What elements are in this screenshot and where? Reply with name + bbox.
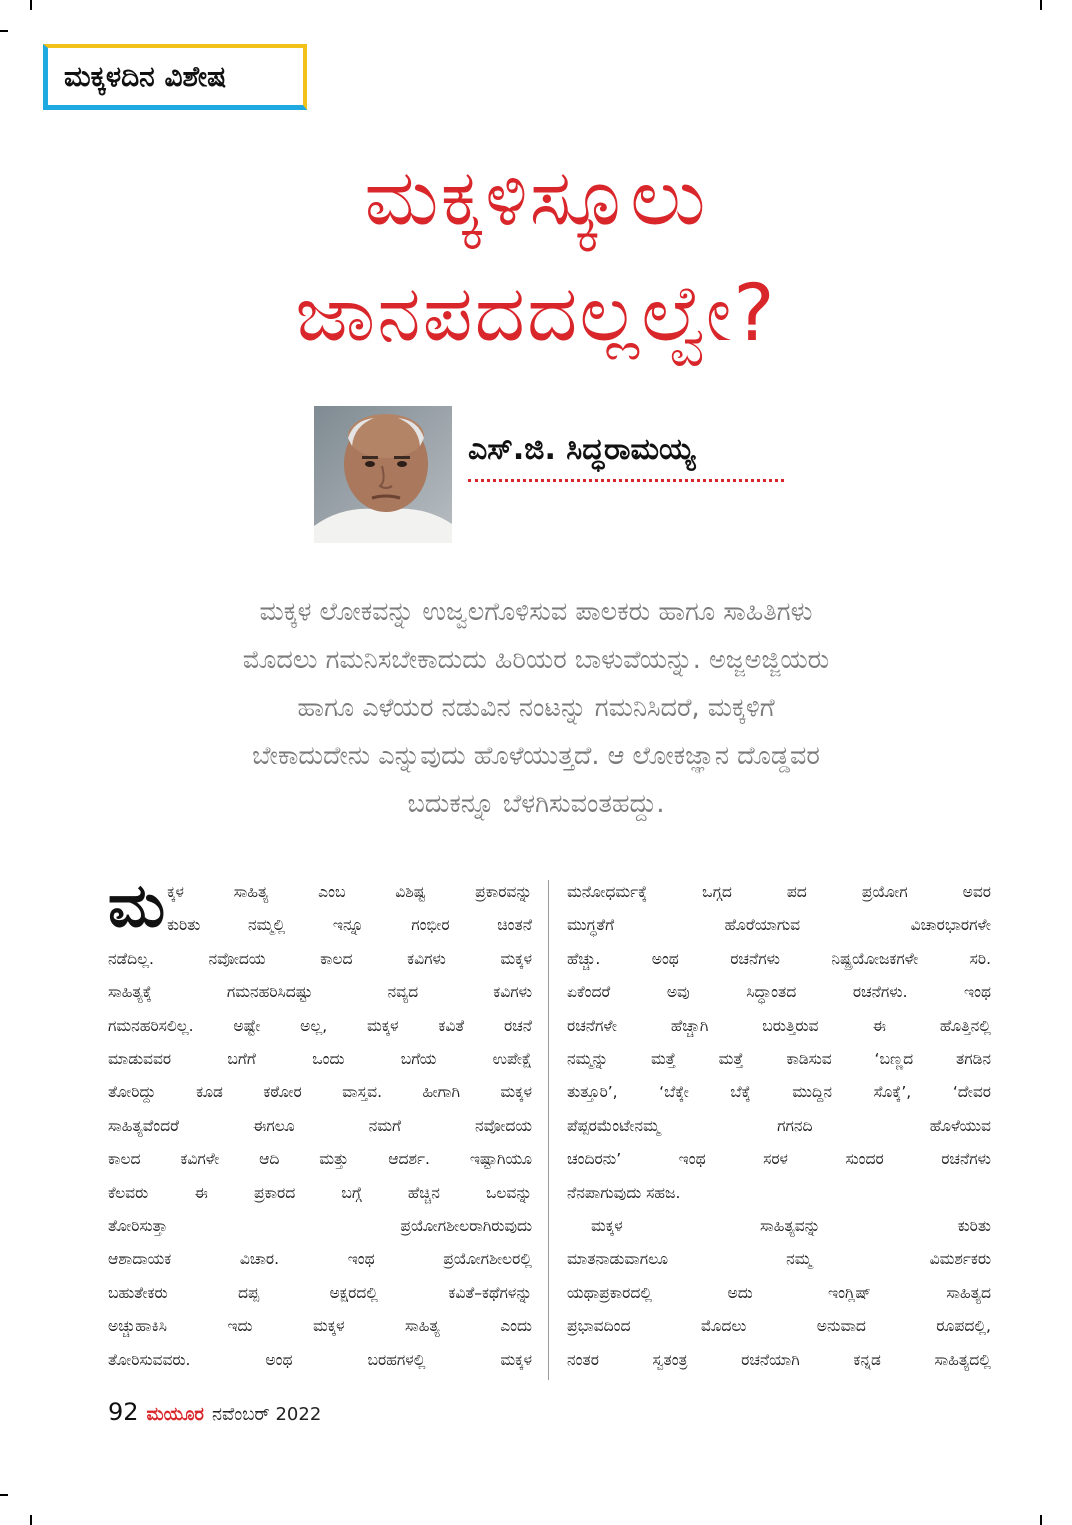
crop-mark-top-right: [1040, 0, 1042, 10]
headline-line-1: ಮಕ್ಕಳಿಸ್ಕೂಲು: [364, 153, 708, 243]
intro-line: ಬದುಕನ್ನೂ ಬೆಳಗಿಸುವಂತಹದ್ದು.: [407, 789, 665, 819]
intro-line: ಮಕ್ಕಳ ಲೋಕವನ್ನು ಉಜ್ವಲಗೊಳಿಸುವ ಪಾಲಕರು ಹಾಗೂ ಸಾಹಿತಿಗಳು: [259, 597, 813, 627]
body-column-left: [108, 871, 532, 1377]
author-portrait-image: [314, 406, 452, 543]
section-tag: [43, 44, 307, 110]
author-photo: [314, 406, 452, 543]
body-line: ಪ್ರಭಾವದಿಂದ ಮೊದಲು ಅನುವಾದ ರೂಪದಲ್ಲಿ,: [567, 1317, 991, 1336]
body-line: ತುತ್ತೂರಿ’, ‘ಬೆಕ್ಕೇ ಬೆಕ್ಕೆ ಮುದ್ದಿನ ಸೊಕ್ಕೆ’, ‘ದೇವರ: [567, 1083, 991, 1102]
body-line: ನಂತರ ಸ್ವತಂತ್ರ ರಚನೆಯಾಗಿ ಕನ್ನಡ ಸಾಹಿತ್ಯದಲ್ಲಿ: [567, 1350, 991, 1369]
body-line: ಕೆಲವರು ಈ ಪ್ರಕಾರದ ಬಗ್ಗೆ ಹೆಚ್ಚಿನ ಒಲವನ್ನು: [108, 1183, 532, 1202]
body-line: ಕಾಲದ ಕವಿಗಳೇ ಆದಿ ಮತ್ತು ಆದರ್ಶ. ಇಷ್ಟಾಗಿಯೂ: [108, 1150, 532, 1169]
body-line: ಏಕೆಂದರೆ ಅವು ಸಿದ್ಧಾಂತದ ರಚನೆಗಳು. ಇಂಥ: [567, 983, 991, 1002]
intro-blurb: [100, 588, 972, 828]
magazine-logo: ಮಯೂರ: [146, 1404, 204, 1425]
body-line: ನಡೆದಿಲ್ಲ. ನವೋದಯ ಕಾಲದ ಕವಿಗಳು ಮಕ್ಕಳ: [108, 949, 532, 968]
drop-cap: ಮ: [108, 871, 166, 941]
body-line: ಸಾಹಿತ್ಯಕ್ಕೆ ಗಮನಹರಿಸಿದಷ್ಟು ನವ್ಯದ ಕವಿಗಳು: [108, 983, 532, 1002]
crop-mark-top-left: [30, 0, 32, 10]
body-line: ಆಶಾದಾಯಕ ವಿಚಾರ. ಇಂಥ ಪ್ರಯೋಗಶೀಲರಲ್ಲಿ: [108, 1250, 532, 1269]
page-number: 92: [108, 1398, 139, 1426]
intro-line: ಬೇಕಾದುದೇನು ಎನ್ನುವುದು ಹೊಳೆಯುತ್ತದೆ. ಆ ಲೋಕಜ್ಞಾನ ದೊಡ್ಡವರ: [252, 741, 820, 771]
headline-line-2: ಜಾನಪದದಲ್ಲಲ್ವೇ?: [295, 269, 777, 359]
crop-mark-bottom-right: [1040, 1515, 1042, 1525]
body-line: ಚಂದಿರನು’ ಇಂಥ ಸರಳ ಸುಂದರ ರಚನೆಗಳು: [567, 1150, 991, 1169]
body-line: ಮನೋಧರ್ಮಕ್ಕೆ ಒಗ್ಗದ ಪದ ಪ್ರಯೋಗ ಅವರ: [567, 883, 991, 901]
column-divider: [548, 880, 549, 1380]
intro-line: ಹಾಗೂ ಎಳೆಯರ ನಡುವಿನ ನಂಟನ್ನು ಗಮನಿಸಿದರೆ, ಮಕ್ಕಳಿಗೆ: [297, 693, 775, 723]
body-line: ಪೆಪ್ಪರಮೆಂಟೇನಮ್ಮ ಗಗನದಿ ಹೊಳೆಯುವ: [567, 1116, 991, 1135]
body-line: ಯಥಾಪ್ರಕಾರದಲ್ಲಿ ಅದು ಇಂಗ್ಲಿಷ್ ಸಾಹಿತ್ಯದ: [567, 1283, 991, 1302]
body-line: ಮಾತನಾಡುವಾಗಲೂ ನಮ್ಮ ವಿಮರ್ಶಕರು: [567, 1250, 991, 1269]
body-line: ಕುರಿತು ನಮ್ಮಲ್ಲಿ ಇನ್ನೂ ಗಂಭೀರ ಚಿಂತನೆ: [167, 916, 532, 935]
body-line: ನಮ್ಮನ್ನು ಮತ್ತೆ ಮತ್ತೆ ಕಾಡಿಸುವ ‘ಬಣ್ಣದ ತಗಡಿನ: [567, 1050, 991, 1069]
body-line: ಅಚ್ಚುಹಾಕಿಸಿ ಇದು ಮಕ್ಕಳ ಸಾಹಿತ್ಯ ಎಂದು: [108, 1317, 532, 1336]
section-tag-label: ಮಕ್ಕಳದಿನ ವಿಶೇಷ: [64, 59, 227, 93]
body-line: ಮಕ್ಕಳ ಸಾಹಿತ್ಯವನ್ನು ಕುರಿತು: [591, 1217, 991, 1236]
body-line: ಹೆಚ್ಚು. ಅಂಥ ರಚನೆಗಳು ನಿಷ್ಪ್ರಯೋಜಕಗಳೇ ಸರಿ.: [567, 949, 991, 968]
body-line: ತೋರಿಸುವವರು. ಅಂಥ ಬರಹಗಳಲ್ಲಿ ಮಕ್ಕಳ: [108, 1350, 532, 1369]
author-dotted-rule: [468, 479, 784, 482]
body-line: ರಚನೆಗಳೇ ಹೆಚ್ಚಾಗಿ ಬರುತ್ತಿರುವ ಈ ಹೊತ್ತಿನಲ್ಲಿ: [567, 1016, 991, 1035]
body-line: ಮಾಡುವವರ ಬಗೆಗೆ ಒಂದು ಬಗೆಯ ಉಪೇಕ್ಷೆ: [108, 1050, 532, 1069]
body-line: ಕ್ಕಳ ಸಾಹಿತ್ಯ ಎಂಬ ವಿಶಿಷ್ಟ ಪ್ರಕಾರವನ್ನು: [167, 883, 532, 901]
body-line: ಬಹುತೇಕರು ದಪ್ಪ ಅಕ್ಷರದಲ್ಲಿ ಕವಿತೆ–ಕಥೆಗಳನ್ನು: [108, 1283, 532, 1302]
body-column-right: [567, 876, 991, 1377]
author-name: ಎಸ್.ಜಿ. ಸಿದ್ಧರಾಮಯ್ಯ: [468, 432, 696, 467]
page-footer: [108, 1398, 321, 1428]
body-line: ಸಾಹಿತ್ಯವೆಂದರೆ ಈಗಲೂ ನಮಗೆ ನವೋದಯ: [108, 1116, 532, 1135]
intro-line: ಮೊದಲು ಗಮನಿಸಬೇಕಾದುದು ಹಿರಿಯರ ಬಾಳುವೆಯನ್ನು. ಅಜ್ಜಅಜ್ಜಿಯರು: [242, 645, 830, 675]
issue-date: ನವೆಂಬರ್ 2022: [211, 1404, 322, 1425]
body-line: ನೆನಪಾಗುವುದು ಸಹಜ.: [567, 1183, 681, 1202]
body-line: ಗಮನಹರಿಸಲಿಲ್ಲ. ಅಷ್ಟೇ ಅಲ್ಲ, ಮಕ್ಕಳ ಕವಿತೆ ರಚನೆ: [108, 1016, 532, 1035]
body-line: ತೋರಿಸುತ್ತಾ ಪ್ರಯೋಗಶೀಲರಾಗಿರುವುದು: [108, 1217, 532, 1236]
body-line: ಮುಗ್ಧತೆಗೆ ಹೊರೆಯಾಗುವ ವಿಚಾರಭಾರಗಳೇ: [567, 916, 991, 935]
body-line: ತೋರಿದ್ದು ಕೂಡ ಕಠೋರ ವಾಸ್ತವ. ಹೀಗಾಗಿ ಮಕ್ಕಳ: [108, 1083, 532, 1102]
crop-mark-left-upper: [0, 30, 8, 32]
crop-mark-bottom-left: [30, 1515, 32, 1525]
crop-mark-left-lower: [0, 1494, 8, 1496]
